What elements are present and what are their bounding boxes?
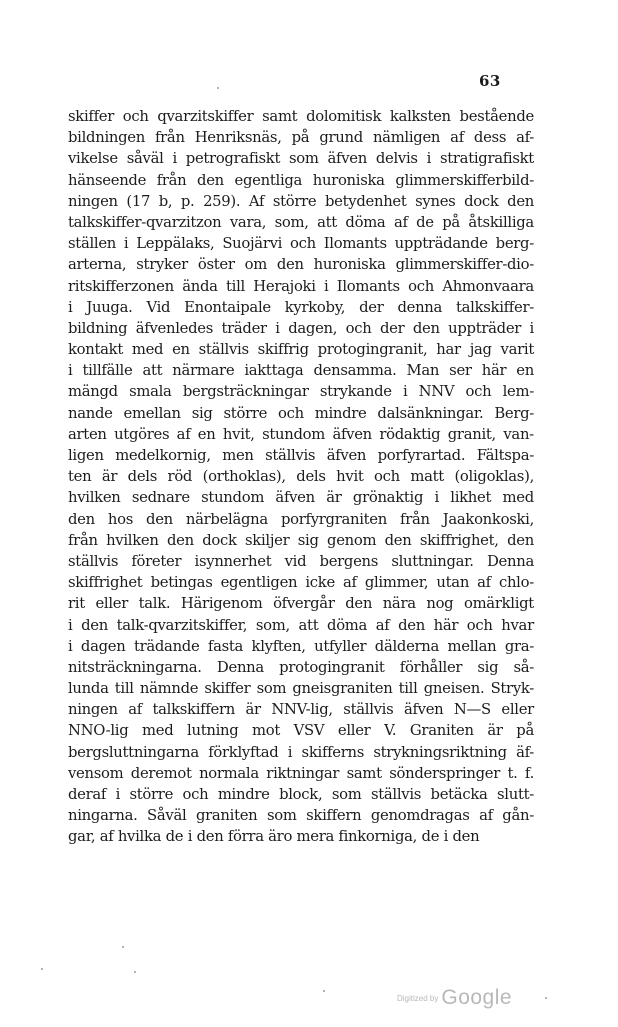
text-line: skiffer och qvarzitskiffer samt dolomitisk kalksten bestående [68, 108, 534, 125]
scan-speck [134, 971, 136, 973]
text-line: lunda till nämnde skiffer som gneisgraniten till gneisen. Stryk- [68, 680, 534, 698]
text-line: i tillfälle att närmare iakttaga densamma. Man ser här en [68, 362, 534, 380]
scan-speck [122, 946, 124, 948]
text-line: arterna, stryker öster om den huroniska glimmerskiffer-dio- [68, 256, 534, 274]
page-number: 63 [479, 72, 501, 90]
text-line: ten är dels röd (orthoklas), dels hvit och matt (oligoklas), [68, 468, 534, 486]
text-line: mängd smala bergsträckningar strykande i NNV och lem- [68, 383, 534, 401]
digitized-by-google-watermark [397, 986, 512, 1010]
text-line: ställvis företer isynnerhet vid bergens sluttningar. Denna [68, 552, 534, 570]
text-line: gar, af hvilka de i den förra äro mera finkorniga, de i den [68, 828, 480, 846]
text-line: arten utgöres af en hvit, stundom äfven rödaktig granit, van- [68, 425, 534, 443]
text-line: bildning äfvenledes träder i dagen, och der den uppträder i [68, 319, 534, 337]
text-line: nitsträckningarna. Denna protogingranit förhåller sig så- [68, 658, 534, 676]
text-line: ningen af talkskiffern är NNV-lig, ställvis äfven N—S eller [68, 701, 534, 719]
text-line: NNO-lig med lutning mot VSV eller V. Graniten är på [68, 722, 534, 740]
text-line: vensom deremot normala riktningar samt sönderspringer t. f. [68, 764, 534, 782]
body-text [68, 106, 534, 848]
scan-speck [41, 968, 43, 970]
text-line: hänseende från den egentliga huroniska glimmerskifferbild- [68, 171, 534, 189]
text-line: i Juuga. Vid Enontaipale kyrkoby, der denna talkskiffer- [68, 298, 534, 316]
text-line: ritskifferzonen ända till Herajoki i Ilomants och Ahmonvaara [68, 277, 534, 295]
text-line: skiffrighet betingas egentligen icke af glimmer, utan af chlo- [68, 574, 534, 592]
text-line: rit eller talk. Härigenom öfvergår den nära nog omärkligt [68, 595, 534, 613]
scan-speck [323, 990, 325, 992]
text-line: i dagen trädande fasta klyften, utfyller dälderna mellan gra- [68, 637, 534, 655]
text-line: vikelse såväl i petrografiskt som äfven delvis i stratigrafiskt [68, 150, 534, 168]
text-line: ningarna. Såväl graniten som skiffern genomdragas af gån- [68, 807, 534, 825]
text-line: nande emellan sig större och mindre dalsänkningar. Berg- [68, 404, 534, 422]
text-line: i den talk-qvarzitskiffer, som, att döma af den här och hvar [68, 616, 534, 634]
google-wordmark: Google [441, 986, 513, 1009]
text-line: ligen medelkornig, men ställvis äfven porfyrartad. Fältspa- [68, 447, 534, 464]
text-line: från hvilken den dock skiljer sig genom den skiffrighet, den [68, 531, 534, 549]
text-line: den hos den närbelägna porfyrgraniten från Jaakonkoski, [68, 510, 534, 528]
text-line: hvilken sednare stundom äfven är grönaktig i likhet med [68, 489, 534, 507]
text-line: bergsluttningarna förklyftad i skifferns strykningsriktning äf- [68, 743, 534, 761]
text-line: deraf i större och mindre block, som ställvis betäcka slutt- [68, 786, 534, 803]
text-line: talkskiffer-qvarzitzon vara, som, att döma af de på åtskilliga [68, 213, 534, 231]
scan-speck [217, 87, 219, 89]
text-line: ningen (17 b, p. 259). Af större betydenhet synes dock den [68, 192, 534, 210]
text-line: kontakt med en ställvis skiffrig protogingranit, har jag varit [68, 341, 534, 359]
text-line: bildningen från Henriksnäs, på grund nämligen af dess af- [68, 129, 534, 147]
digitized-by-label: Digitized by [397, 993, 439, 1003]
scan-speck [545, 997, 547, 999]
text-line: ställen i Leppälaks, Suojärvi och Ilomants uppträdande berg- [68, 235, 534, 253]
